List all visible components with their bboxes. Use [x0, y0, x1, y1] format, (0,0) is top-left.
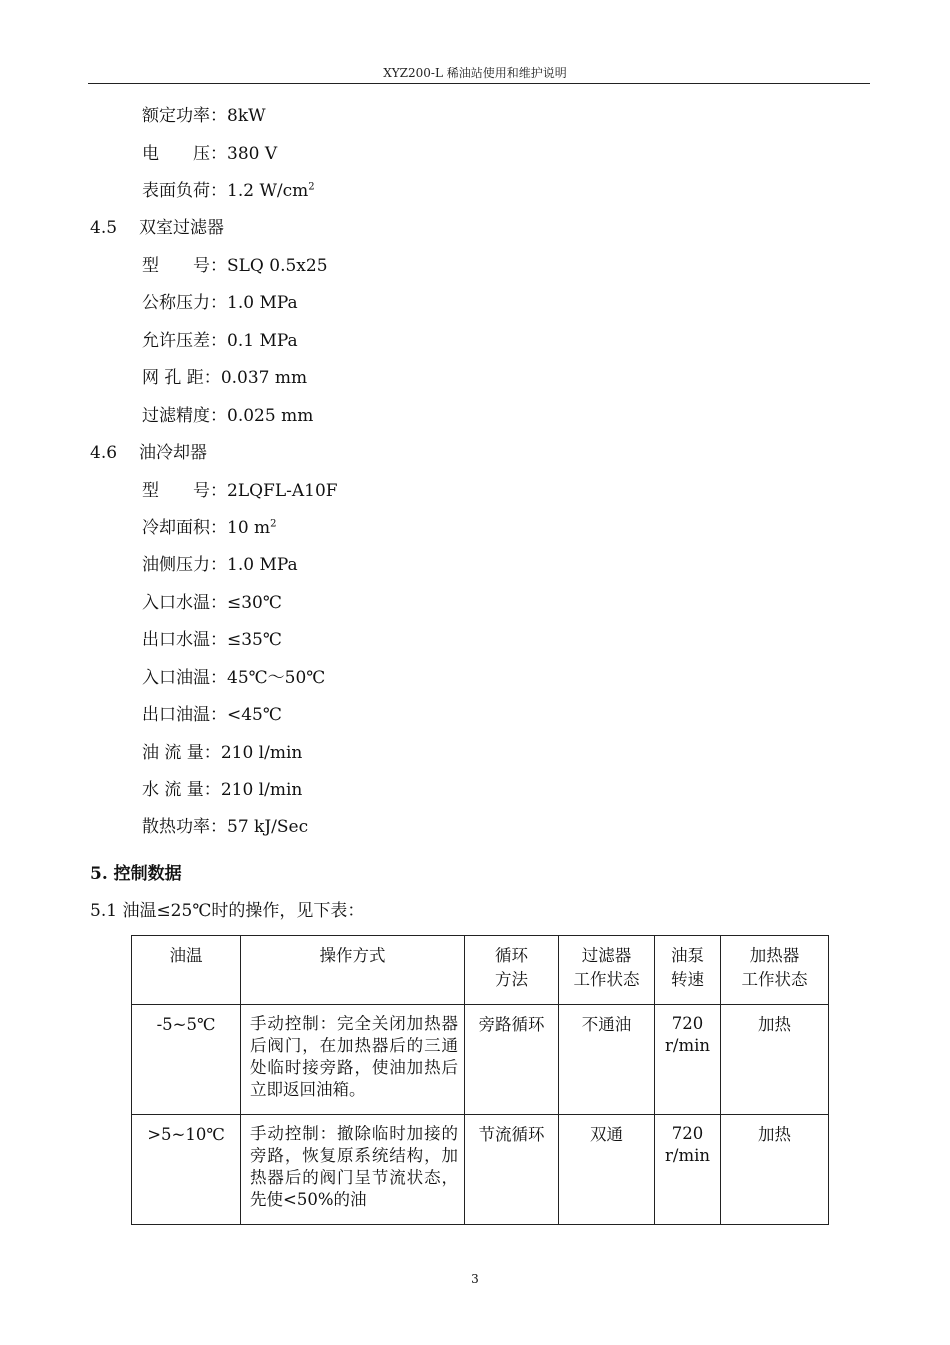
header-filter-state: 过滤器 工作状态	[559, 936, 655, 1005]
spec-value: 210 l/min	[220, 743, 303, 763]
section-heading-control-data: 5. 控制数据	[90, 864, 182, 884]
cell-oil-temp: >5~10℃	[132, 1115, 241, 1225]
header-heater-state: 加热器 工作状态	[721, 936, 829, 1005]
spec-value: 1.0 MPa	[227, 555, 298, 575]
cooler-spec-area	[142, 517, 277, 539]
section-title-oil-cooler: 油冷却器	[139, 443, 207, 463]
spec-label: 入口油温：	[142, 668, 227, 688]
cooler-spec-heat-power	[142, 816, 308, 838]
spec-label: 水 流 量：	[142, 780, 221, 800]
cooler-spec-water-flow	[142, 779, 302, 801]
spec-line-voltage	[142, 143, 277, 165]
filter-spec-precision	[142, 405, 313, 427]
cell-oil-temp: -5~5℃	[132, 1005, 241, 1115]
subsection-heading-5-1: 5.1 油温≤25℃时的操作，见下表：	[90, 901, 365, 921]
spec-label: 表面负荷：	[142, 181, 227, 201]
spec-value: 10 m	[227, 518, 271, 538]
header-operation: 操作方式	[241, 936, 465, 1005]
cell-pump-speed: 720 r/min	[655, 1005, 721, 1115]
control-data-table	[131, 935, 829, 1225]
spec-line-rated-power	[142, 105, 266, 127]
spec-label: 电 压：	[142, 144, 227, 164]
header-circulation: 循环 方法	[465, 936, 559, 1005]
cell-operation: 手动控制：撤除临时加接的旁路，恢复原系统结构，加热器后的阀门呈节流状态，先使<50%的油	[241, 1115, 465, 1225]
cooler-spec-outlet-oil	[142, 704, 282, 726]
cell-circulation: 节流循环	[465, 1115, 559, 1225]
spec-value: 57 kJ/Sec	[227, 817, 309, 837]
spec-value: 2LQFL-A10F	[227, 481, 338, 501]
page-number: 3	[471, 1272, 479, 1286]
spec-value: 8kW	[227, 106, 266, 126]
filter-spec-nominal-pressure	[142, 292, 298, 314]
table-header-row	[132, 936, 829, 1005]
spec-value: ≤30℃	[227, 593, 282, 613]
filter-spec-model	[142, 255, 328, 277]
cooler-spec-oil-flow	[142, 742, 302, 764]
cell-filter-state: 不通油	[559, 1005, 655, 1115]
section-title-filter: 双室过滤器	[139, 218, 224, 238]
filter-spec-mesh	[142, 367, 307, 389]
cooler-spec-inlet-water	[142, 592, 282, 614]
spec-label: 入口水温：	[142, 593, 227, 613]
spec-value: 0.025 mm	[227, 406, 314, 426]
spec-value: SLQ 0.5x25	[227, 256, 328, 276]
cell-heater-state: 加热	[721, 1005, 829, 1115]
spec-value: 45℃～50℃	[227, 668, 326, 688]
section-number-4-6: 4.6	[90, 443, 118, 463]
table-row	[132, 1115, 829, 1225]
spec-label: 散热功率：	[142, 817, 227, 837]
spec-superscript: 2	[270, 518, 277, 530]
cell-operation: 手动控制：完全关闭加热器后阀门，在加热器后的三通处临时接旁路，使油加热后立即返回油箱。	[241, 1005, 465, 1115]
cooler-spec-inlet-oil	[142, 667, 325, 689]
section-number-4-5: 4.5	[90, 218, 118, 238]
page-header-title: XYZ200-L 稀油站使用和维护说明	[383, 66, 567, 80]
spec-value: 0.1 MPa	[227, 331, 298, 351]
cooler-spec-oil-pressure	[142, 554, 298, 576]
table-row	[132, 1005, 829, 1115]
header-pump-speed: 油泵 转速	[655, 936, 721, 1005]
spec-label: 过滤精度：	[142, 406, 227, 426]
spec-line-surface-load	[142, 180, 315, 202]
spec-superscript: 2	[308, 181, 315, 193]
filter-spec-pressure-diff	[142, 330, 298, 352]
spec-value: 1.0 MPa	[227, 293, 298, 313]
spec-label: 额定功率：	[142, 106, 227, 126]
spec-label: 油 流 量：	[142, 743, 221, 763]
spec-value: ≤35℃	[227, 630, 282, 650]
spec-value: 380 V	[227, 144, 278, 164]
cell-circulation: 旁路循环	[465, 1005, 559, 1115]
spec-label: 型 号：	[142, 481, 227, 501]
spec-value: <45℃	[227, 705, 282, 725]
spec-label: 油侧压力：	[142, 555, 227, 575]
spec-value: 0.037 mm	[220, 368, 308, 388]
header-rule	[88, 83, 870, 84]
spec-label: 公称压力：	[142, 293, 227, 313]
spec-label: 型 号：	[142, 256, 227, 276]
cell-filter-state: 双通	[559, 1115, 655, 1225]
spec-label: 网 孔 距：	[142, 368, 221, 388]
spec-label: 允许压差：	[142, 331, 227, 351]
spec-label: 冷却面积：	[142, 518, 227, 538]
spec-label: 出口油温：	[142, 705, 227, 725]
spec-label: 出口水温：	[142, 630, 227, 650]
cooler-spec-model	[142, 480, 338, 502]
header-oil-temp: 油温	[132, 936, 241, 1005]
spec-value: 1.2 W/cm	[227, 181, 309, 201]
cell-heater-state: 加热	[721, 1115, 829, 1225]
cooler-spec-outlet-water	[142, 629, 282, 651]
spec-value: 210 l/min	[220, 780, 303, 800]
cell-pump-speed: 720 r/min	[655, 1115, 721, 1225]
